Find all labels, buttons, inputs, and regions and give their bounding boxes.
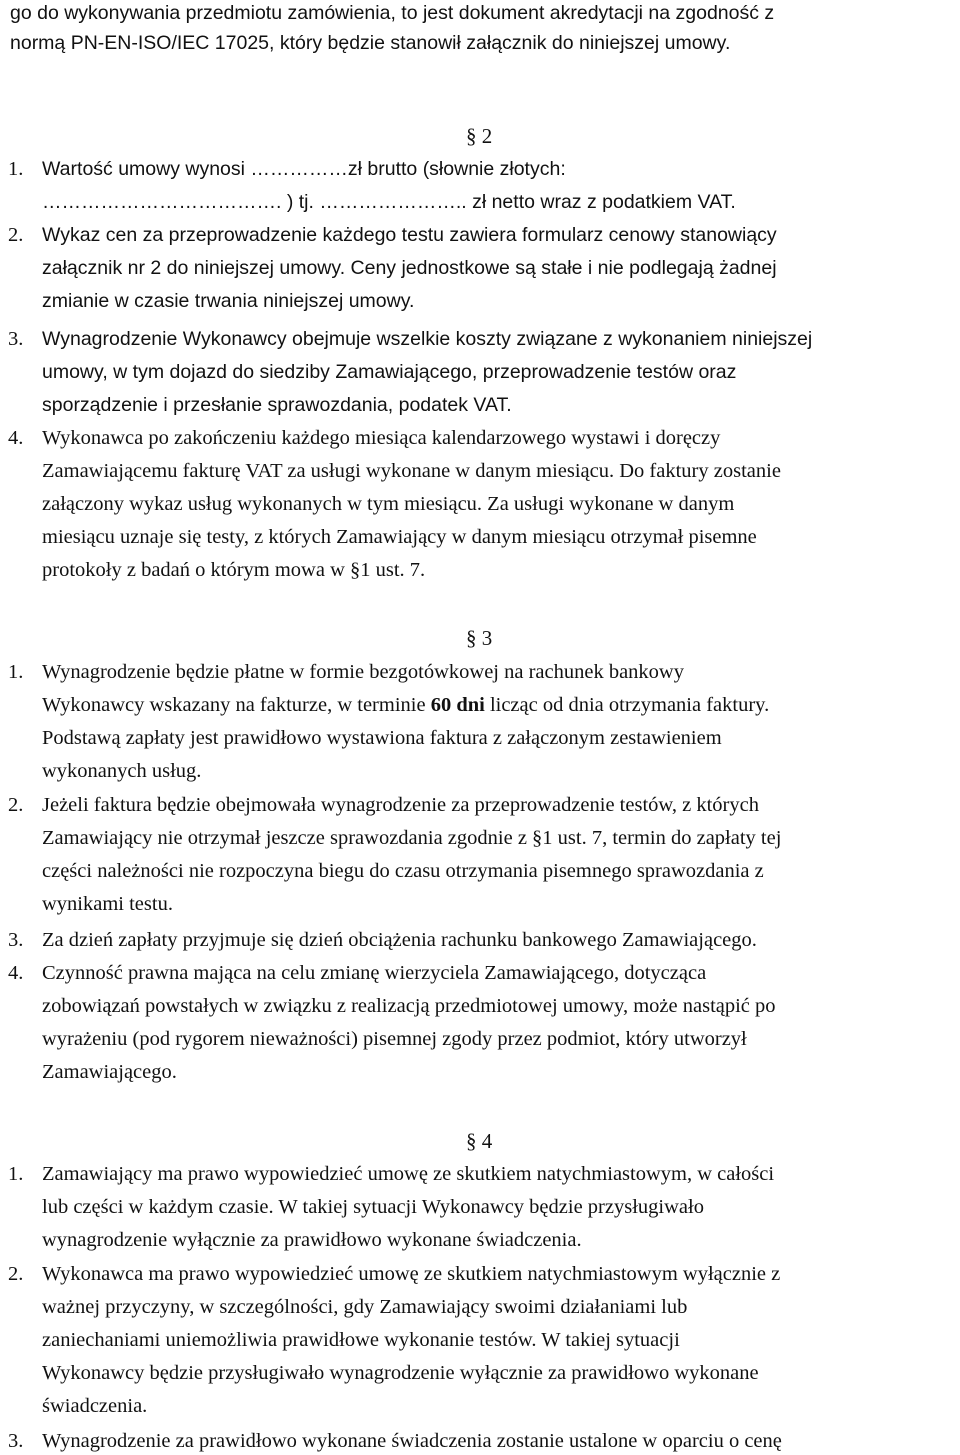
paragraph-line: sporządzenie i przesłanie sprawozdania, podatek VAT.: [42, 394, 512, 416]
payment-term: 60 dni: [430, 694, 485, 716]
paragraph-line: Wynagrodzenie Wykonawcy obejmuje wszelkie koszty związane z wykonaniem niniejszej: [42, 328, 813, 350]
paragraph-line: ………………………………. ) tj. ………………….. zł netto wraz z podatkiem VAT.: [42, 191, 736, 213]
item-number: 1.: [8, 1163, 24, 1185]
item-number: 1.: [8, 158, 24, 180]
intro-line: go do wykonywania przedmiotu zamówienia, to jest dokument akredytacji na zgodność z: [10, 2, 775, 24]
paragraph-line: wykonanych usług.: [42, 760, 202, 782]
paragraph-line: Podstawą zapłaty jest prawidłowo wystawiona faktura z załączonym zestawieniem: [42, 727, 722, 749]
paragraph-line: wynagrodzenie wyłącznie za prawidłowo wykonane świadczenia.: [42, 1229, 582, 1251]
paragraph-line: lub części w każdym czasie. W takiej sytuacji Wykonawcy będzie przysługiwało: [42, 1196, 704, 1218]
item-number: 3.: [8, 929, 24, 951]
paragraph-line: części należności nie rozpoczyna biegu do czasu otrzymania pisemnego sprawozdania z: [42, 860, 764, 882]
item-number: 1.: [8, 661, 24, 683]
item-number: 3.: [8, 1430, 24, 1452]
paragraph-line: Wynagrodzenie będzie płatne w formie bezgotówkowej na rachunek bankowy: [42, 661, 684, 683]
paragraph-line: załącznik nr 2 do niniejszej umowy. Ceny jednostkowe są stałe i nie podlegają żadnej: [42, 257, 777, 279]
paragraph-line: wynikami testu.: [42, 893, 173, 915]
paragraph-line: umowy, w tym dojazd do siedziby Zamawiającego, przeprowadzenie testów oraz: [42, 361, 737, 383]
paragraph-line: Zamawiający ma prawo wypowiedzieć umowę ze skutkiem natychmiastowym, w całości: [42, 1163, 775, 1185]
text-run: Wykonawcy wskazany na fakturze, w terminie: [42, 694, 431, 716]
paragraph-line: Zamawiającego.: [42, 1061, 177, 1083]
paragraph-line: Wykonawcy będzie przysługiwało wynagrodzenie wyłącznie za prawidłowo wykonane: [42, 1362, 759, 1384]
paragraph-line: Zamawiający nie otrzymał jeszcze sprawozdania zgodnie z §1 ust. 7, termin do zapłaty tej: [42, 827, 782, 849]
paragraph-line: Wykaz cen za przeprowadzenie każdego testu zawiera formularz cenowy stanowiący: [42, 224, 777, 246]
item-number: 2.: [8, 224, 24, 246]
item-number: 4.: [8, 427, 24, 449]
section-heading-2: § 2: [466, 124, 493, 148]
paragraph-line: Jeżeli faktura będzie obejmowała wynagrodzenie za przeprowadzenie testów, z których: [42, 794, 759, 816]
item-number: 2.: [8, 794, 24, 816]
intro-line: normą PN-EN-ISO/IEC 17025, który będzie stanowił załącznik do niniejszej umowy.: [10, 32, 731, 54]
paragraph-line: zaniechaniami uniemożliwia prawidłowe wykonanie testów. W takiej sytuacji: [42, 1329, 680, 1351]
item-number: 2.: [8, 1263, 24, 1285]
paragraph-line: wyrażeniu (pod rygorem nieważności) pisemnej zgody przez podmiot, który utworzył: [42, 1028, 747, 1050]
paragraph-line: Czynność prawna mająca na celu zmianę wierzyciela Zamawiającego, dotycząca: [42, 962, 707, 984]
text-run: licząc od dnia otrzymania faktury.: [484, 694, 770, 716]
paragraph-line: zmianie w czasie trwania niniejszej umowy.: [42, 290, 415, 312]
section-heading-4: § 4: [466, 1129, 493, 1153]
paragraph-line: miesiącu uznaje się testy, z których Zamawiający w danym miesiącu otrzymał pisemne: [42, 526, 757, 548]
paragraph-line: Za dzień zapłaty przyjmuje się dzień obciążenia rachunku bankowego Zamawiającego.: [42, 929, 757, 951]
paragraph-line: załączony wykaz usług wykonanych w tym miesiącu. Za usługi wykonane w danym: [42, 493, 735, 515]
paragraph-line: Wartość umowy wynosi ……………zł brutto (słownie złotych:: [42, 158, 566, 180]
item-number: 4.: [8, 962, 24, 984]
section-heading-3: § 3: [466, 626, 493, 650]
paragraph-line: [42, 691, 769, 719]
paragraph-line: Zamawiającemu fakturę VAT za usługi wykonane w danym miesiącu. Do faktury zostanie: [42, 460, 781, 482]
item-number: 3.: [8, 328, 24, 350]
paragraph-line: Wynagrodzenie za prawidłowo wykonane świadczenia zostanie ustalone w oparciu o cenę: [42, 1430, 782, 1452]
paragraph-line: Wykonawca ma prawo wypowiedzieć umowę ze skutkiem natychmiastowym wyłącznie z: [42, 1263, 781, 1285]
paragraph-line: świadczenia.: [42, 1395, 148, 1417]
paragraph-line: protokoły z badań o którym mowa w §1 ust. 7.: [42, 559, 426, 581]
paragraph-line: zobowiązań powstałych w związku z realizacją przedmiotowej umowy, może nastąpić po: [42, 995, 776, 1017]
paragraph-line: ważnej przyczyny, w szczególności, gdy Zamawiający swoimi działaniami lub: [42, 1296, 688, 1318]
paragraph-line: Wykonawca po zakończeniu każdego miesiąca kalendarzowego wystawi i doręczy: [42, 427, 721, 449]
